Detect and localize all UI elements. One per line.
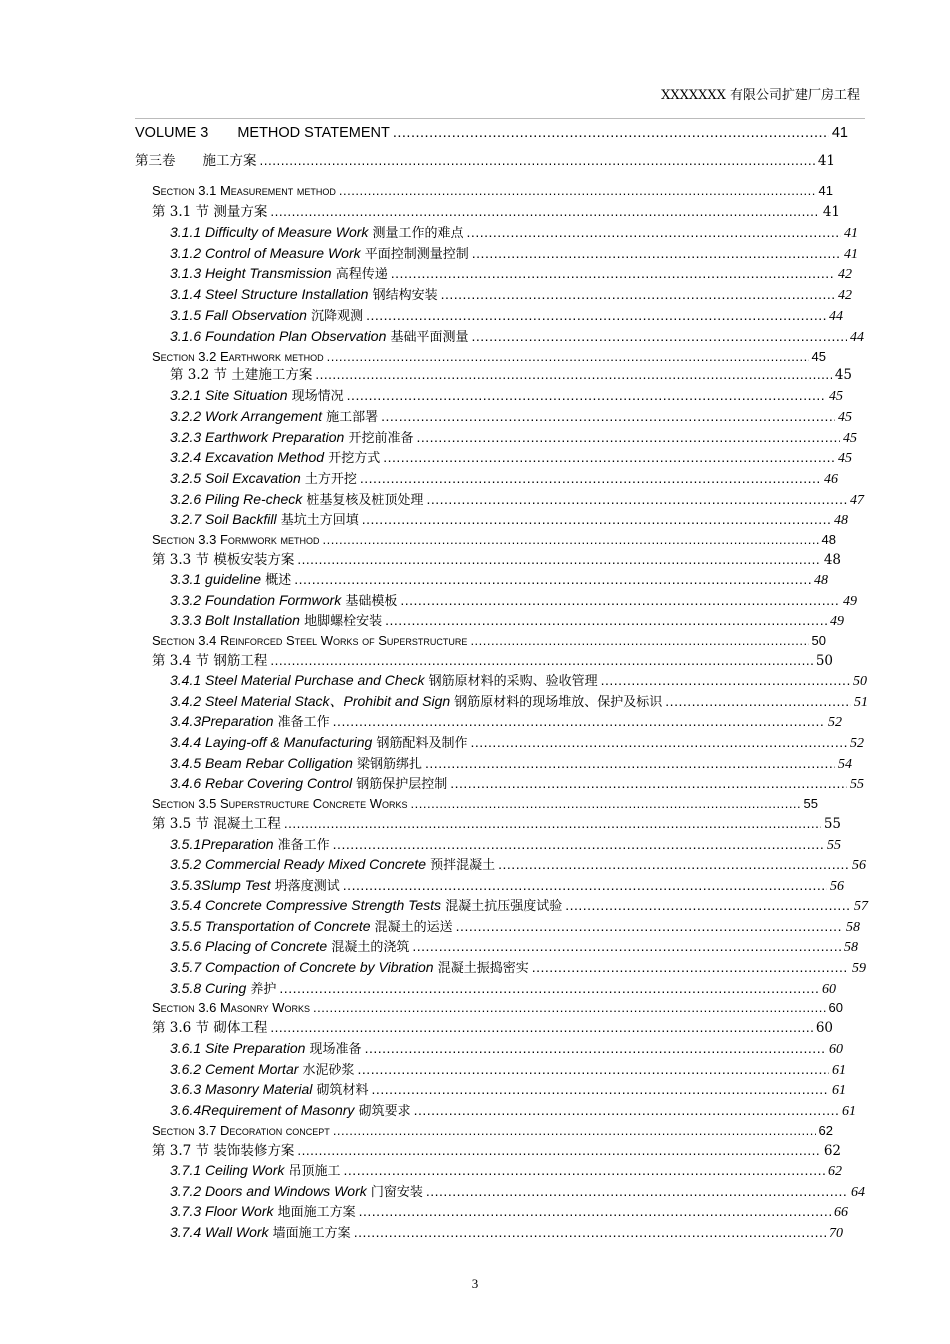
toc-entry[interactable] [170,285,852,305]
toc-entry-english: 3.4.1 Steel Material Purchase and Check [170,672,425,688]
toc-entry-english: 3.2.3 Earthwork Preparation [170,429,345,445]
toc-entry-chinese: 测量工作的难点 [368,226,464,241]
toc-entry[interactable] [170,244,858,264]
toc-entry-chinese: 预拌混凝土 [426,858,496,873]
toc-leader-dots [366,306,826,325]
toc-entry[interactable] [170,855,866,875]
toc-entry[interactable] [152,998,843,1017]
toc-entry-chinese: 平面控制测量控制 [360,247,469,262]
toc-entry-page: 41 [844,247,858,262]
toc-entry-page: 55 [827,838,841,853]
toc-entry-title [170,917,453,937]
toc-leader-dots [270,1018,812,1037]
toc-entry[interactable] [170,264,852,284]
toc-entry-page: 55 [850,777,864,792]
toc-entry-title [170,712,330,732]
toc-entry-page: 48 [823,552,841,568]
toc-entry-chinese: 概述 [261,573,292,588]
toc-leader-dots [372,1080,829,1099]
toc-entry[interactable] [152,631,826,650]
toc-entry-title: Section 3.4 Reinforced Steel Works of Superstructure [152,633,468,648]
toc-entry[interactable] [170,1080,846,1100]
toc-entry[interactable] [170,469,838,489]
toc-leader-dots [456,917,843,936]
toc-leader-dots [315,365,831,384]
toc-entry-title [170,510,359,530]
toc-entry[interactable] [170,896,868,916]
toc-entry-title [170,611,382,631]
toc-entry[interactable] [170,490,864,510]
toc-entry[interactable] [170,1202,848,1222]
toc-entry-title [170,979,276,999]
toc-leader-dots [391,264,835,283]
toc-entry-page: 60 [815,1020,833,1036]
toc-entry-chinese: 砌筑材料 [312,1083,369,1098]
toc-entry-chinese: 开挖方式 [324,451,381,466]
toc-entry[interactable] [170,1101,856,1121]
toc-entry-page: 41 [831,125,848,141]
toc-entry[interactable] [170,306,843,326]
toc-entry-english: 3.7.4 Wall Work [170,1224,269,1240]
toc-entry-title [170,692,662,712]
toc-entry-page: 61 [832,1063,846,1078]
toc-entry-page: 45 [843,431,857,446]
toc-leader-dots [425,754,835,773]
toc-entry-title: 第三卷 施工方案 [135,153,257,169]
toc-entry-title [170,570,291,590]
toc-entry[interactable] [170,1223,843,1243]
toc-leader-dots [297,1141,820,1160]
toc-entry-english: 3.5.2 Commercial Ready Mixed Concrete [170,856,426,872]
toc-entry-english: 3.6.2 Cement Mortar [170,1061,299,1077]
toc-entry-chinese: 吊顶施工 [284,1164,341,1179]
toc-entry-page: 54 [838,757,852,772]
toc-entry[interactable] [152,550,841,570]
toc-entry-title: 第 3.4 节 钢筋工程 [152,653,268,669]
toc-entry-english: 3.1.4 Steel Structure Installation [170,286,369,302]
toc-leader-dots [343,876,827,895]
toc-leader-dots [383,448,835,467]
toc-entry-title [170,1161,341,1181]
toc-entry-title [170,1039,362,1059]
toc-leader-dots [333,712,825,731]
toc-entry-english: 3.7.1 Ceiling Work [170,1162,285,1178]
toc-entry-title: Section 3.2 Earthwork method [152,349,324,364]
toc-entry-chinese: 混凝土振捣密实 [433,961,529,976]
toc-entry-title: 第 3.5 节 混凝土工程 [152,816,281,832]
toc-entry[interactable] [170,692,868,712]
toc-entry-chinese: 桩基复核及桩顶处理 [302,493,424,508]
toc-entry[interactable] [170,611,844,631]
toc-entry-page: 62 [828,1164,842,1179]
toc-entry-page: 49 [830,614,844,629]
toc-entry[interactable] [170,510,848,530]
toc-entry-chinese: 混凝土的浇筑 [327,940,410,955]
toc-entry-page: 41 [817,153,835,169]
toc-entry-title [170,876,340,896]
toc-entry-chinese: 准备工作 [273,838,330,853]
toc-leader-dots [284,814,821,833]
toc-entry-title [170,448,380,468]
toc-leader-dots [333,835,824,854]
toc-leader-dots [450,774,847,793]
toc-entry[interactable] [152,1141,841,1161]
toc-leader-dots [601,671,850,690]
toc-entry-chinese: 高程传递 [331,267,388,282]
toc-entry-chinese: 钢筋原材料的现场堆放、保护及标识 [450,695,663,710]
toc-entry-page: 45 [838,451,852,466]
toc-entry-title [170,386,344,406]
toc-entry-english: 3.5.4 Concrete Compressive Strength Tests [170,897,442,913]
toc-leader-dots [297,550,820,569]
toc-leader-dots [498,855,849,874]
toc-entry-page: 46 [824,472,838,487]
toc-entry-title: Section 3.6 Masonry Works [152,1000,311,1015]
toc-entry-chinese: 钢筋原材料的采购、验收管理 [424,674,598,689]
toc-entry[interactable] [170,1039,843,1059]
toc-entry-english: 3.2.4 Excavation Method [170,449,325,465]
toc-entry-english: 3.3.2 Foundation Formwork [170,592,342,608]
toc-entry-chinese: 准备工作 [273,715,330,730]
toc-entry-page: 49 [843,594,857,609]
toc-leader-dots [344,1161,825,1180]
toc-entry-page: 62 [823,1143,841,1159]
toc-leader-dots [414,1101,839,1120]
toc-entry-english: 3.5.8 Curing [170,980,247,996]
toc-leader-dots [565,896,851,915]
toc-entry-page: 42 [838,288,852,303]
toc-entry[interactable] [170,958,866,978]
toc-leader-dots [270,202,819,221]
toc-entry-title [170,733,467,753]
toc-entry-english: 3.6.1 Site Preparation [170,1040,306,1056]
toc-entry-english: 3.4.6 Rebar Covering Control [170,775,353,791]
toc-leader-dots [470,631,808,650]
toc-entry-chinese: 基础模板 [341,594,398,609]
toc-leader-dots [426,1182,848,1201]
toc-entry-english: 3.1.6 Foundation Plan Observation [170,328,387,344]
toc-entry-page: 47 [850,493,864,508]
toc-leader-dots [532,958,849,977]
toc-entry-page: 58 [844,940,858,955]
toc-entry-chinese: 沉降观测 [306,309,364,324]
toc-entry-title [170,896,562,916]
toc-entry[interactable] [170,448,852,468]
toc-entry-chinese: 梁钢筋绑扎 [352,757,423,772]
toc-entry-english: 3.2.6 Piling Re-check [170,491,303,507]
toc-entry-chinese: 基坑土方回填 [276,513,359,528]
toc-entry-title: Section 3.1 Measurement method [152,183,336,198]
toc-entry-chinese: 养护 [246,982,277,997]
toc-entry-chinese: 土方开挖 [300,472,357,487]
toc-entry-title [170,285,438,305]
toc-entry-chinese: 墙面施工方案 [268,1226,351,1241]
toc-leader-dots [323,530,819,549]
toc-entry[interactable] [152,181,833,200]
toc-entry-page: 50 [811,633,826,648]
toc-entry[interactable] [170,365,852,385]
toc-leader-dots [365,1039,826,1058]
toc-entry-page: 51 [854,695,868,710]
toc-leader-dots [470,733,847,752]
toc-entry-english: 3.6.4Requirement of Masonry [170,1102,355,1118]
toc-entry[interactable] [170,1060,846,1080]
toc-entry[interactable] [170,712,842,732]
toc-entry-page: 45 [834,367,852,383]
toc-entry-page: 44 [850,330,864,345]
toc-entry-title [170,671,598,691]
toc-entry-english: 3.1.1 Difficulty of Measure Work [170,224,369,240]
toc-entry-chinese: 地面施工方案 [273,1205,356,1220]
toc-leader-dots [327,347,809,366]
toc-entry-page: 52 [828,715,842,730]
toc-entry-title [170,1080,369,1100]
toc-entry-page: 41 [822,204,840,220]
toc-entry-english: 3.4.4 Laying-off & Manufacturing [170,734,373,750]
toc-entry-chinese: 施工部署 [322,410,379,425]
toc-entry-title [170,774,447,794]
toc-leader-dots [411,794,801,813]
toc-leader-dots [362,510,831,529]
toc-leader-dots [472,244,841,263]
toc-entry-page: 59 [852,961,866,976]
toc-entry-title [170,1060,355,1080]
toc-entry-page: 60 [829,1042,843,1057]
toc-entry-chinese: 混凝土的运送 [370,920,453,935]
toc-entry[interactable] [170,835,841,855]
toc-entry[interactable] [170,937,858,957]
toc-entry-title: VOLUME 3 METHOD STATEMENT [135,125,390,141]
toc-entry[interactable] [170,917,860,937]
toc-entry-title: Section 3.7 Decoration concept [152,1123,330,1138]
toc-entry-page: 56 [830,879,844,894]
toc-entry-chinese: 混凝土抗压强度试验 [441,899,563,914]
toc-entry[interactable] [170,327,864,347]
toc-entry-chinese: 开挖前准备 [344,431,414,446]
toc-entry[interactable] [135,151,835,171]
toc-entry[interactable] [170,754,852,774]
toc-entry-title [170,244,469,264]
toc-entry-page: 45 [838,410,852,425]
toc-entry[interactable] [170,671,867,691]
toc-entry-english: 3.2.2 Work Arrangement [170,408,322,424]
toc-entry-title: Section 3.5 Superstructure Concrete Works [152,796,408,811]
toc-entry-page: 45 [829,389,843,404]
toc-entry-english: 3.1.5 Fall Observation [170,307,307,323]
toc-leader-dots [358,1060,829,1079]
toc-entry-page: 64 [851,1185,865,1200]
toc-entry-english: 3.2.5 Soil Excavation [170,470,301,486]
toc-leader-dots [339,181,816,200]
toc-entry-title [170,1182,423,1202]
toc-entry-english: 3.4.3Preparation [170,713,274,729]
toc-leader-dots [412,937,841,956]
toc-entry-title [170,855,495,875]
toc-leader-dots [270,651,812,670]
toc-entry-title [170,327,469,347]
toc-entry-page: 48 [821,532,836,547]
toc-entry[interactable] [170,428,857,448]
toc-entry-title: 第 3.6 节 砌体工程 [152,1020,268,1036]
toc-entry-page: 55 [823,816,841,832]
toc-entry-chinese: 钢筋配料及制作 [372,736,468,751]
toc-entry-page: 42 [838,267,852,282]
toc-entry[interactable] [152,530,836,549]
toc-entry[interactable] [170,386,843,406]
toc-leader-dots [381,407,835,426]
toc-leader-dots [347,386,826,405]
toc-entry-page: 55 [803,796,818,811]
toc-leader-dots [393,124,829,143]
document-header: XXXXXXX 有限公司扩建厂房工程 [661,88,860,103]
toc-entry-english: 3.5.7 Compaction of Concrete by Vibration [170,959,434,975]
toc-entry-title: Section 3.3 Formwork method [152,532,320,547]
toc-leader-dots [441,285,835,304]
toc-entry-title [170,428,413,448]
toc-entry-english: 3.7.3 Floor Work [170,1203,274,1219]
toc-entry[interactable] [170,733,864,753]
toc-entry-title [170,754,422,774]
toc-entry[interactable] [152,202,840,222]
toc-entry-page: 50 [815,653,833,669]
toc-leader-dots [313,998,826,1017]
toc-entry-title [170,1202,356,1222]
toc-leader-dots [279,979,819,998]
toc-entry[interactable] [152,794,818,813]
toc-entry-english: 3.4.2 Steel Material Stack、Prohibit and Sign [170,693,451,709]
toc-entry-chinese: 门窗安装 [366,1185,423,1200]
toc-entry[interactable] [170,979,836,999]
toc-entry-english: 3.4.5 Beam Rebar Colligation [170,755,353,771]
toc-entry-page: 41 [818,183,833,198]
toc-entry-page: 45 [811,349,826,364]
toc-entry-page: 44 [829,309,843,324]
toc-entry-title: 第 3.2 节 土建施工方案 [170,367,313,383]
toc-entry-chinese: 坍落度测试 [270,879,340,894]
toc-entry[interactable] [170,223,858,243]
toc-entry[interactable] [170,570,828,590]
toc-entry-english: 3.5.5 Transportation of Concrete [170,918,371,934]
toc-entry-english: 3.2.1 Site Situation [170,387,288,403]
toc-entry-title [170,835,330,855]
toc-entry-chinese: 水泥砂浆 [298,1063,355,1078]
toc-entry-english: 3.7.2 Doors and Windows Work [170,1183,367,1199]
toc-entry-chinese: 现场准备 [305,1042,362,1057]
toc-entry[interactable] [170,591,857,611]
toc-entry-english: 3.3.1 guideline [170,571,262,587]
toc-entry-page: 52 [850,736,864,751]
toc-entry-page: 61 [832,1083,846,1098]
toc-entry-chinese: 现场情况 [287,389,344,404]
toc-entry-english: 3.1.3 Height Transmission [170,265,332,281]
toc-leader-dots [260,151,815,170]
page-number: 3 [471,1276,479,1291]
toc-entry-chinese: 地脚螺栓安装 [299,614,383,629]
toc-entry-page: 48 [814,573,828,588]
toc-entry-chinese: 基础平面测量 [386,330,469,345]
toc-entry-page: 41 [844,226,858,241]
toc-leader-dots [294,570,811,589]
toc-entry-page: 48 [834,513,848,528]
toc-entry-english: 3.5.1Preparation [170,836,274,852]
toc-entry-title [170,469,357,489]
toc-entry-page: 61 [842,1104,856,1119]
toc-entry-page: 66 [834,1205,848,1220]
toc-entry-page: 60 [828,1000,843,1015]
toc-leader-dots [333,1121,816,1140]
toc-entry-page: 56 [852,858,866,873]
toc-entry-page: 50 [853,674,867,689]
toc-entry-title [170,591,397,611]
toc-entry-title [170,306,363,326]
toc-leader-dots [416,428,840,447]
toc-leader-dots [359,1202,831,1221]
header-divider [135,118,865,119]
toc-entry-english: 3.6.3 Masonry Material [170,1081,313,1097]
toc-entry-chinese: 钢筋保护层控制 [352,777,448,792]
toc-leader-dots [400,591,840,610]
toc-entry-title [170,407,378,427]
toc-entry[interactable] [152,347,826,366]
toc-entry-title [170,937,409,957]
toc-entry-page: 58 [846,920,860,935]
toc-leader-dots [426,490,847,509]
toc-entry-english: 3.1.2 Control of Measure Work [170,245,361,261]
toc-entry-page: 70 [829,1226,843,1241]
toc-entry-page: 60 [822,982,836,997]
toc-entry-english: 3.3.3 Bolt Installation [170,612,300,628]
toc-leader-dots [354,1223,826,1242]
toc-entry-chinese: 钢结构安装 [368,288,438,303]
toc-entry[interactable] [170,1161,842,1181]
toc-entry[interactable] [152,814,841,834]
toc-entry[interactable] [152,1121,833,1140]
toc-entry-title: 第 3.1 节 测量方案 [152,204,268,220]
toc-entry-title: 第 3.3 节 模板安装方案 [152,552,295,568]
toc-entry-chinese: 砌筑要求 [354,1104,411,1119]
toc-entry-title [170,958,529,978]
toc-entry-english: 3.2.7 Soil Backfill [170,511,277,527]
toc-leader-dots [472,327,847,346]
toc-entry-page: 57 [854,899,868,914]
toc-entry-english: 3.5.3Slump Test [170,877,271,893]
toc-entry-title [170,223,464,243]
toc-leader-dots [665,692,851,711]
toc-entry-title [170,264,388,284]
toc-entry[interactable] [170,774,864,794]
toc-entry[interactable] [170,407,852,427]
toc-entry-page: 62 [818,1123,833,1138]
toc-leader-dots [385,611,827,630]
toc-leader-dots [360,469,821,488]
toc-entry-title [170,1101,411,1121]
toc-entry[interactable] [152,1018,833,1038]
toc-entry[interactable] [135,124,848,143]
toc-entry[interactable] [152,651,833,671]
toc-entry-title [170,490,423,510]
toc-entry-english: 3.5.6 Placing of Concrete [170,938,328,954]
toc-leader-dots [467,223,841,242]
toc-entry[interactable] [170,876,844,896]
toc-entry[interactable] [170,1182,865,1202]
toc-entry-title: 第 3.7 节 装饰装修方案 [152,1143,295,1159]
toc-entry-title [170,1223,351,1243]
